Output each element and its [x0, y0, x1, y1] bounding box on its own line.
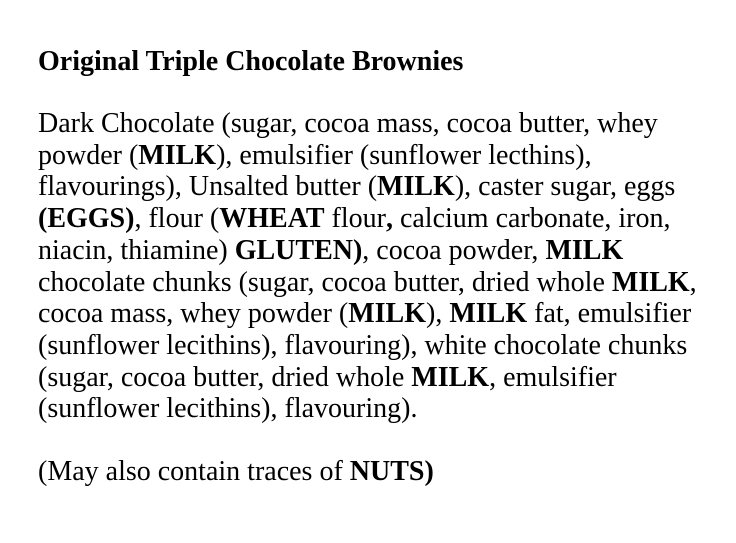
- allergen-traces-note: [38, 456, 712, 488]
- ingredient-text-run: , flour (: [134, 203, 220, 235]
- ingredient-text-run: (May also contain traces of: [38, 456, 350, 488]
- allergen-emphasis: MILK: [449, 298, 528, 330]
- allergen-emphasis: WHEAT: [219, 203, 325, 235]
- allergen-emphasis: MILK: [348, 298, 427, 330]
- ingredients-paragraph: [38, 108, 712, 425]
- allergen-emphasis: GLUTEN): [234, 234, 363, 266]
- ingredient-text-run: fat, emulsifier (sunflower lecithins), flavouring), white chocolate chunks (sugar, cocoa butter, dried whole: [38, 298, 692, 393]
- ingredient-text-run: Dark Chocolate (sugar, cocoa mass, cocoa butter, whey powder (: [38, 108, 658, 171]
- allergen-emphasis: NUTS): [349, 456, 434, 488]
- ingredient-text-run: , emulsifier (sunflower lecithins), flavouring).: [38, 361, 617, 425]
- allergen-emphasis: MILK: [138, 139, 217, 171]
- allergen-emphasis: MILK: [611, 266, 690, 298]
- ingredient-text-run: chocolate chunks (sugar, cocoa butter, dried whole: [38, 266, 612, 298]
- ingredient-text-run: calcium carbonate, iron, niacin, thiamine): [38, 203, 671, 266]
- product-title: Original Triple Chocolate Brownies: [38, 46, 464, 77]
- ingredient-text-run: ), emulsifier (sunflower lecthins), flavourings), Unsalted butter (: [38, 139, 592, 203]
- ingredient-text-run: ),: [426, 298, 450, 330]
- ingredient-text-run: flour: [324, 203, 386, 235]
- ingredient-text-run: , cocoa powder,: [362, 234, 546, 266]
- allergen-emphasis: ,: [385, 203, 393, 235]
- allergen-emphasis: MILK: [545, 234, 624, 266]
- allergen-emphasis: MILK: [377, 171, 455, 203]
- allergen-emphasis: MILK: [411, 361, 490, 393]
- ingredient-text-run: , cocoa mass, whey powder (: [38, 266, 697, 330]
- ingredient-text-run: ), caster sugar, eggs: [454, 171, 676, 203]
- allergen-emphasis: (EGGS): [38, 203, 135, 235]
